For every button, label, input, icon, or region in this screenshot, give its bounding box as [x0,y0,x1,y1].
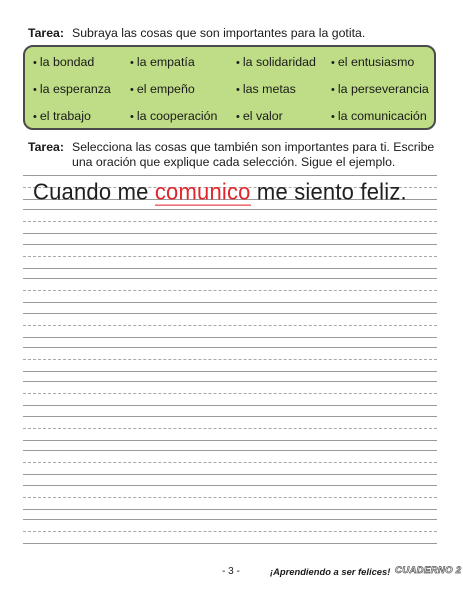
writing-line-solid [23,519,437,520]
word-label: la cooperación [136,109,218,123]
bullet-icon: • [33,57,37,69]
writing-line-solid [23,337,437,338]
bullet-icon: • [130,84,134,96]
writing-line-solid [23,313,437,314]
word-box [23,45,436,130]
writing-line-solid [23,175,437,176]
word-item[interactable] [331,82,429,96]
bullet-icon: • [33,111,37,123]
writing-line-solid [23,509,437,510]
example-text-after: me siento feliz. [250,178,407,205]
writing-line-solid [23,405,437,406]
example-highlight-word: comunico [154,178,251,205]
writing-line-solid [23,244,437,245]
word-label: la solidaridad [242,55,316,69]
page-number: - 3 - [222,566,240,577]
word-label: el valor [242,109,283,123]
writing-line-dashed [23,221,437,222]
writing-line-dashed [23,393,437,394]
word-item[interactable] [33,109,91,123]
writing-line-solid [23,485,437,486]
word-item[interactable] [236,109,283,123]
bullet-icon: • [130,57,134,69]
bullet-icon: • [33,84,37,96]
writing-line-solid [23,450,437,451]
writing-line-solid [23,381,437,382]
bullet-icon: • [236,57,240,69]
word-label: el entusiasmo [337,55,415,69]
writing-line-solid [23,233,437,234]
writing-line-dashed [23,497,437,498]
word-label: el trabajo [39,109,91,123]
word-label: la bondad [39,55,95,69]
example-text-before: Cuando me [33,178,155,205]
writing-line-dashed [23,428,437,429]
task-2-label: Tarea: [28,140,64,154]
word-label: la comunicación [337,109,427,123]
writing-line-dashed [23,359,437,360]
bullet-icon: • [130,111,134,123]
task-1-instructions: Subraya las cosas que son importantes para la gotita. [72,26,366,40]
word-item[interactable] [130,82,195,96]
bullet-icon: • [331,84,335,96]
writing-line-solid [23,268,437,269]
bullet-icon: • [331,111,335,123]
word-item[interactable] [236,55,316,69]
writing-line-solid [23,440,437,441]
word-item[interactable] [33,82,111,96]
bullet-icon: • [236,84,240,96]
writing-line-dashed [23,290,437,291]
writing-line-solid [23,209,437,210]
writing-line-solid [23,474,437,475]
example-sentence [33,178,407,205]
word-label: la empatía [136,55,195,69]
writing-line-solid [23,543,437,544]
writing-line-dashed [23,325,437,326]
word-label: el empeño [136,82,195,96]
writing-line-dashed [23,462,437,463]
bullet-icon: • [331,57,335,69]
writing-line-solid [23,371,437,372]
word-label: las metas [242,82,296,96]
writing-line-dashed [23,531,437,532]
word-item[interactable] [33,55,94,69]
word-item[interactable] [236,82,296,96]
task-1-label: Tarea: [28,26,64,40]
word-item[interactable] [130,55,195,69]
writing-line-dashed [23,256,437,257]
writing-line-solid [23,302,437,303]
writing-line-solid [23,347,437,348]
footer-book-title: ¡Aprendiendo a ser felices! [270,566,391,577]
writing-line-solid [23,278,437,279]
bullet-icon: • [236,111,240,123]
word-item[interactable] [331,109,427,123]
task-2-instructions: Selecciona las cosas que también son importantes para ti. Escribe una oración que explique cada selección. Sigue el ejemplo. [72,140,435,169]
word-item[interactable] [331,55,414,69]
word-label: la perseverancia [337,82,429,96]
writing-line-solid [23,416,437,417]
word-label: la esperanza [39,82,111,96]
footer-book-part: CUADERNO 2 [395,565,462,576]
word-item[interactable] [130,109,217,123]
